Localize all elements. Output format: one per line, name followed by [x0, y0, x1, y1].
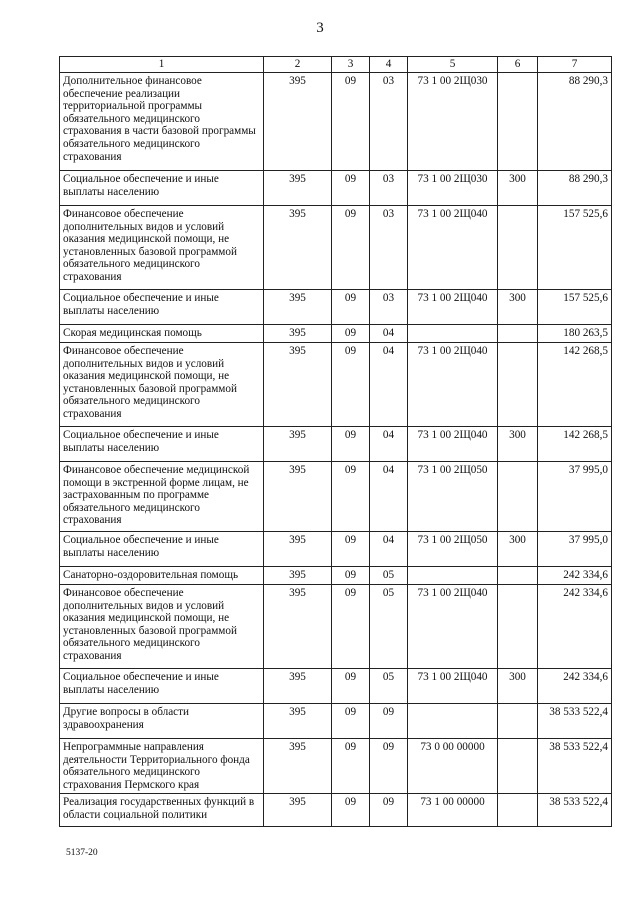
cell-section: 09: [332, 704, 370, 739]
cell-section: 09: [332, 794, 370, 827]
cell-subsection: 04: [370, 427, 408, 462]
table-row: [60, 585, 612, 669]
header-row: [60, 57, 612, 73]
table-row: [60, 669, 612, 704]
header-col-1: 1: [60, 57, 264, 73]
table-row: [60, 427, 612, 462]
cell-name: Санаторно-оздоровительная помощь: [60, 567, 264, 585]
header-col-5: 5: [408, 57, 498, 73]
cell-expense-type: 300: [498, 171, 538, 206]
cell-code: 395: [264, 325, 332, 343]
cell-subsection: 04: [370, 325, 408, 343]
cell-amount: 157 525,6: [538, 290, 612, 325]
cell-subsection: 03: [370, 206, 408, 290]
cell-name: Финансовое обеспечение дополнительных видов и условий оказания медицинской помощи, не установленных базовой программой обязательного медицинского страхования: [60, 206, 264, 290]
cell-name: Финансовое обеспечение дополнительных видов и условий оказания медицинской помощи, не установленных базовой программой обязательного медицинского страхования: [60, 343, 264, 427]
cell-expense-type: [498, 325, 538, 343]
cell-amount: 142 268,5: [538, 343, 612, 427]
cell-code: 395: [264, 290, 332, 325]
cell-expense-type: [498, 567, 538, 585]
cell-code: 395: [264, 343, 332, 427]
header-col-4: 4: [370, 57, 408, 73]
cell-expense-type: [498, 206, 538, 290]
cell-section: 09: [332, 171, 370, 206]
cell-code: 395: [264, 704, 332, 739]
cell-target-article: [408, 704, 498, 739]
page-number: 3: [316, 20, 324, 36]
cell-code: 395: [264, 206, 332, 290]
cell-name: Непрограммные направления деятельности Территориального фонда обязательного медицинского страхования Пермского края: [60, 739, 264, 794]
table-row: [60, 343, 612, 427]
cell-amount: 242 334,6: [538, 669, 612, 704]
cell-section: 09: [332, 427, 370, 462]
table-row: [60, 171, 612, 206]
cell-name: Социальное обеспечение и иные выплаты населению: [60, 427, 264, 462]
cell-target-article: 73 1 00 2Щ040: [408, 427, 498, 462]
cell-code: 395: [264, 427, 332, 462]
cell-code: 395: [264, 73, 332, 171]
header-col-3: 3: [332, 57, 370, 73]
table-row: [60, 532, 612, 567]
table-row: [60, 704, 612, 739]
cell-subsection: 03: [370, 73, 408, 171]
cell-target-article: 73 1 00 2Щ050: [408, 532, 498, 567]
cell-subsection: 09: [370, 794, 408, 827]
cell-section: 09: [332, 343, 370, 427]
cell-name: Финансовое обеспечение дополнительных видов и условий оказания медицинской помощи, не установленных базовой программой обязательного медицинского страхования: [60, 585, 264, 669]
cell-expense-type: [498, 585, 538, 669]
table-row: [60, 739, 612, 794]
cell-code: 395: [264, 462, 332, 532]
cell-code: 395: [264, 794, 332, 827]
cell-expense-type: 300: [498, 427, 538, 462]
cell-section: 09: [332, 532, 370, 567]
cell-name: Финансовое обеспечение медицинской помощи в экстренной форме лицам, не застрахованным по программе обязательного медицинского страхования: [60, 462, 264, 532]
cell-code: 395: [264, 585, 332, 669]
cell-amount: 142 268,5: [538, 427, 612, 462]
cell-expense-type: [498, 462, 538, 532]
table-row: [60, 73, 612, 171]
header-col-7: 7: [538, 57, 612, 73]
cell-target-article: 73 0 00 00000: [408, 739, 498, 794]
cell-name: Дополнительное финансовое обеспечение реализации территориальной программы обязательного медицинского страхования в части базовой программы обязательного медицинского страхования: [60, 73, 264, 171]
table-row: [60, 567, 612, 585]
cell-subsection: 03: [370, 290, 408, 325]
cell-amount: 88 290,3: [538, 171, 612, 206]
document-code: 5137-20: [66, 848, 98, 858]
cell-name: Реализация государственных функций в области социальной политики: [60, 794, 264, 827]
cell-name: Социальное обеспечение и иные выплаты населению: [60, 532, 264, 567]
table-row: [60, 794, 612, 827]
cell-amount: 88 290,3: [538, 73, 612, 171]
cell-code: 395: [264, 567, 332, 585]
cell-subsection: 03: [370, 171, 408, 206]
cell-amount: 38 533 522,4: [538, 739, 612, 794]
cell-name: Скорая медицинская помощь: [60, 325, 264, 343]
cell-target-article: 73 1 00 2Щ040: [408, 206, 498, 290]
cell-target-article: 73 1 00 2Щ050: [408, 462, 498, 532]
cell-target-article: 73 1 00 2Щ040: [408, 290, 498, 325]
table-row: [60, 462, 612, 532]
cell-section: 09: [332, 669, 370, 704]
cell-name: Социальное обеспечение и иные выплаты населению: [60, 669, 264, 704]
cell-amount: 242 334,6: [538, 585, 612, 669]
cell-target-article: 73 1 00 2Щ030: [408, 171, 498, 206]
cell-section: 09: [332, 206, 370, 290]
cell-amount: 157 525,6: [538, 206, 612, 290]
cell-name: Социальное обеспечение и иные выплаты населению: [60, 290, 264, 325]
cell-expense-type: [498, 704, 538, 739]
cell-section: 09: [332, 739, 370, 794]
cell-section: 09: [332, 585, 370, 669]
cell-expense-type: [498, 343, 538, 427]
cell-subsection: 05: [370, 567, 408, 585]
budget-table: [59, 56, 612, 827]
cell-expense-type: [498, 794, 538, 827]
cell-subsection: 05: [370, 669, 408, 704]
cell-expense-type: 300: [498, 290, 538, 325]
cell-target-article: 73 1 00 00000: [408, 794, 498, 827]
cell-expense-type: [498, 73, 538, 171]
cell-amount: 37 995,0: [538, 462, 612, 532]
cell-subsection: 05: [370, 585, 408, 669]
cell-expense-type: 300: [498, 669, 538, 704]
cell-target-article: 73 1 00 2Щ040: [408, 585, 498, 669]
table-row: [60, 206, 612, 290]
cell-amount: 37 995,0: [538, 532, 612, 567]
header-col-2: 2: [264, 57, 332, 73]
table-row: [60, 325, 612, 343]
cell-subsection: 04: [370, 462, 408, 532]
cell-expense-type: [498, 739, 538, 794]
cell-section: 09: [332, 462, 370, 532]
cell-section: 09: [332, 73, 370, 171]
cell-amount: 38 533 522,4: [538, 794, 612, 827]
table-row: [60, 290, 612, 325]
cell-name: Другие вопросы в области здравоохранения: [60, 704, 264, 739]
cell-target-article: [408, 325, 498, 343]
cell-amount: 180 263,5: [538, 325, 612, 343]
cell-code: 395: [264, 739, 332, 794]
cell-code: 395: [264, 171, 332, 206]
cell-subsection: 04: [370, 343, 408, 427]
cell-target-article: [408, 567, 498, 585]
cell-target-article: 73 1 00 2Щ030: [408, 73, 498, 171]
cell-section: 09: [332, 325, 370, 343]
cell-name: Социальное обеспечение и иные выплаты населению: [60, 171, 264, 206]
cell-amount: 38 533 522,4: [538, 704, 612, 739]
cell-section: 09: [332, 290, 370, 325]
cell-expense-type: 300: [498, 532, 538, 567]
cell-subsection: 09: [370, 739, 408, 794]
cell-subsection: 04: [370, 532, 408, 567]
cell-amount: 242 334,6: [538, 567, 612, 585]
cell-code: 395: [264, 532, 332, 567]
cell-subsection: 09: [370, 704, 408, 739]
header-col-6: 6: [498, 57, 538, 73]
cell-target-article: 73 1 00 2Щ040: [408, 343, 498, 427]
cell-code: 395: [264, 669, 332, 704]
cell-section: 09: [332, 567, 370, 585]
cell-target-article: 73 1 00 2Щ040: [408, 669, 498, 704]
